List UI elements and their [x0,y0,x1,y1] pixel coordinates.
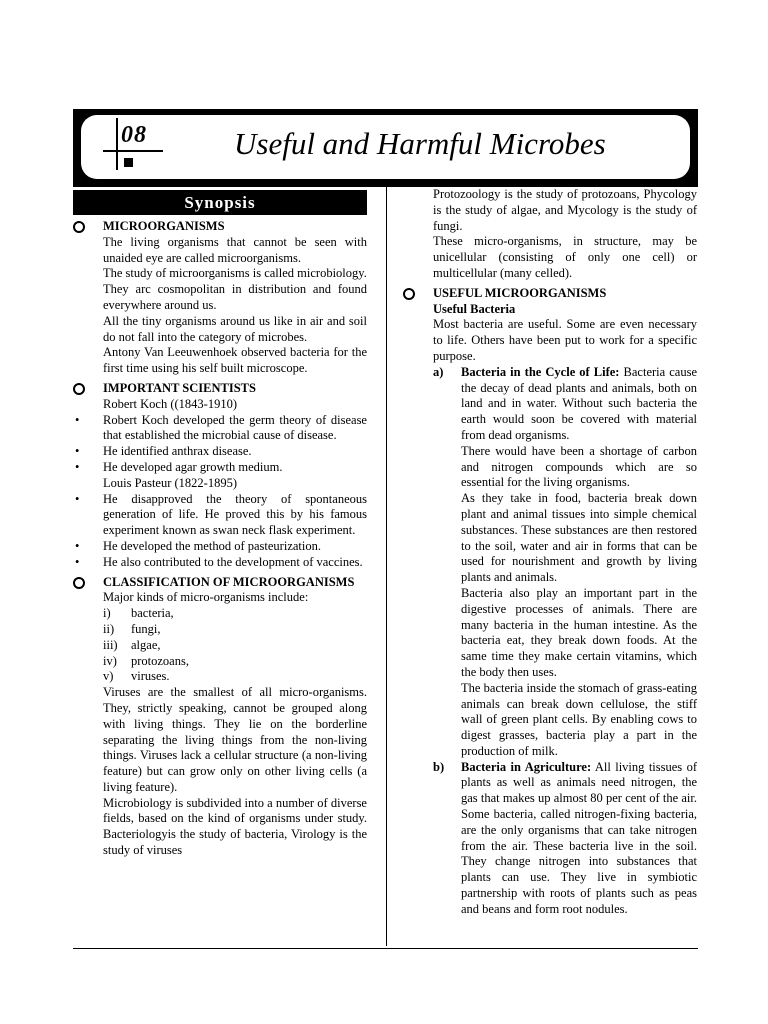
section-heading-microorganisms: MICROORGANISMS [73,219,367,235]
section-heading-useful: USEFUL MICROORGANISMS [403,286,697,302]
right-column [403,187,697,918]
circle-bullet-icon [73,383,85,395]
list-item: ii) fungi, [103,621,161,636]
chapter-number: 08 [121,122,147,148]
paragraph: The living organisms that cannot be seen with unaided eye are called microorganisms. [103,234,367,265]
bottom-rule [73,948,698,949]
subheading: Useful Bacteria [433,301,516,316]
paragraph: The bacteria inside the stomach of grass-eating animals can break down cellulose, the stiff wall of green plant cells. By enabling cows to digest grasses, bacteria play a part in the production of milk. [461,680,697,758]
section-heading-classification: CLASSIFICATION OF MICROORGANISMS [73,575,367,591]
bullet-item: • He disapproved the theory of spontaneous generation of life. He proved this by his famous experiment known as swan neck flask experiment. [75,491,367,538]
section-heading-scientists: IMPORTANT SCIENTISTS [73,381,367,397]
bullet-item: • He identified anthrax disease. [75,444,252,459]
left-column [73,190,367,859]
list-item: i) bacteria, [103,606,174,621]
paragraph: All the tiny organisms around us like in air and soil do not fall into the category of microbes. [103,313,367,344]
paragraph: Major kinds of micro-organisms include: [103,590,309,605]
paragraph: The study of microorganisms is called microbiology. [103,266,367,281]
paragraph: These micro-organisms, in structure, may be unicellular (consisting of only one cell) or multicellular (many celled). [433,234,697,280]
scientist-name: Louis Pasteur (1822-1895) [103,475,238,490]
paragraph: Most bacteria are useful. Some are even necessary to life. Others have been put to work for a specific purpose. [433,317,697,363]
paragraph: Bacteria also play an important part in the digestive processes of animals. There are many bacteria in the human intestine. As the bacteria eat, they break down foods. At the same time they make certain vitamins, which the body then uses. [461,585,697,679]
paragraph: Viruses are the smallest of all micro-organisms. They, strictly speaking, cannot be grouped along with living things. They lie on the borderline separating the living things from the non-living things. Viruses lack a cellular structure (a non-living feature) but can grow only on other living cells (a living feature). [103,685,367,794]
circle-bullet-icon [403,288,415,300]
scientist-name: Robert Koch ((1843-1910) [103,396,237,411]
list-item: iv) protozoans, [103,653,189,668]
paragraph: Protozoology is the study of protozoans, Phycology is the study of algae, and Mycology is the study of fungi. [433,187,697,233]
paragraph: Microbiology is subdivided into a number of diverse fields, based on the kind of organisms under study. Bacteriologyis the study of bacteria, Virology is the study of viruses [103,795,367,858]
synopsis-heading: Synopsis [73,190,367,215]
lettered-item: b) Bacteria in Agriculture: All living tissues of plants as well as animals need nitrogen, the gas that makes up almost 80 per cent of the air. Some bacteria, called nitrogen-fixing bacteria, are the only organisms that can take nitrogen from the air. These bacteria live in the soil. They change nitrogen into substances that plants can use. They live in symbiotic partnership with roots of plants such as peas and beans and form root nodules. [433,759,697,916]
bullet-item: • He developed agar growth medium. [75,459,283,474]
bullet-item: • He developed the method of pasteurization. [75,538,321,553]
circle-bullet-icon [73,221,85,233]
list-item: iii) algae, [103,637,161,652]
bullet-item: • He also contributed to the development of vaccines. [75,554,363,569]
circle-bullet-icon [73,577,85,589]
bullet-item: • Robert Koch developed the germ theory of disease that established the microbial cause of disease. [75,412,367,443]
header-square-icon [124,158,133,167]
header-horizontal-line [103,150,163,152]
list-item: v) viruses. [103,669,170,684]
paragraph: They arc cosmopolitan in distribution and found everywhere around us. [103,282,367,312]
paragraph: Antony Van Leeuwenhoek observed bacteria for the first time using his self built microscope. [103,345,367,376]
lettered-item: a) Bacteria in the Cycle of Life: Bacteria cause the decay of dead plants and animals, both on land and in water. Without such bacteria the earth would soon be covered with material from dead organisms. [433,364,697,442]
column-divider [386,186,387,946]
paragraph: There would have been a shortage of carbon and nitrogen compounds which are so essential for the living organisms. [461,443,697,490]
chapter-title: Useful and Harmful Microbes [234,126,606,161]
paragraph: As they take in food, bacteria break down plant and animal tissues into simple chemical substances. These substances are then restored to the soil, water and air in forms that can be used for nourishment and growth by living plants and animals. [461,491,697,585]
header-vertical-line [116,118,118,170]
